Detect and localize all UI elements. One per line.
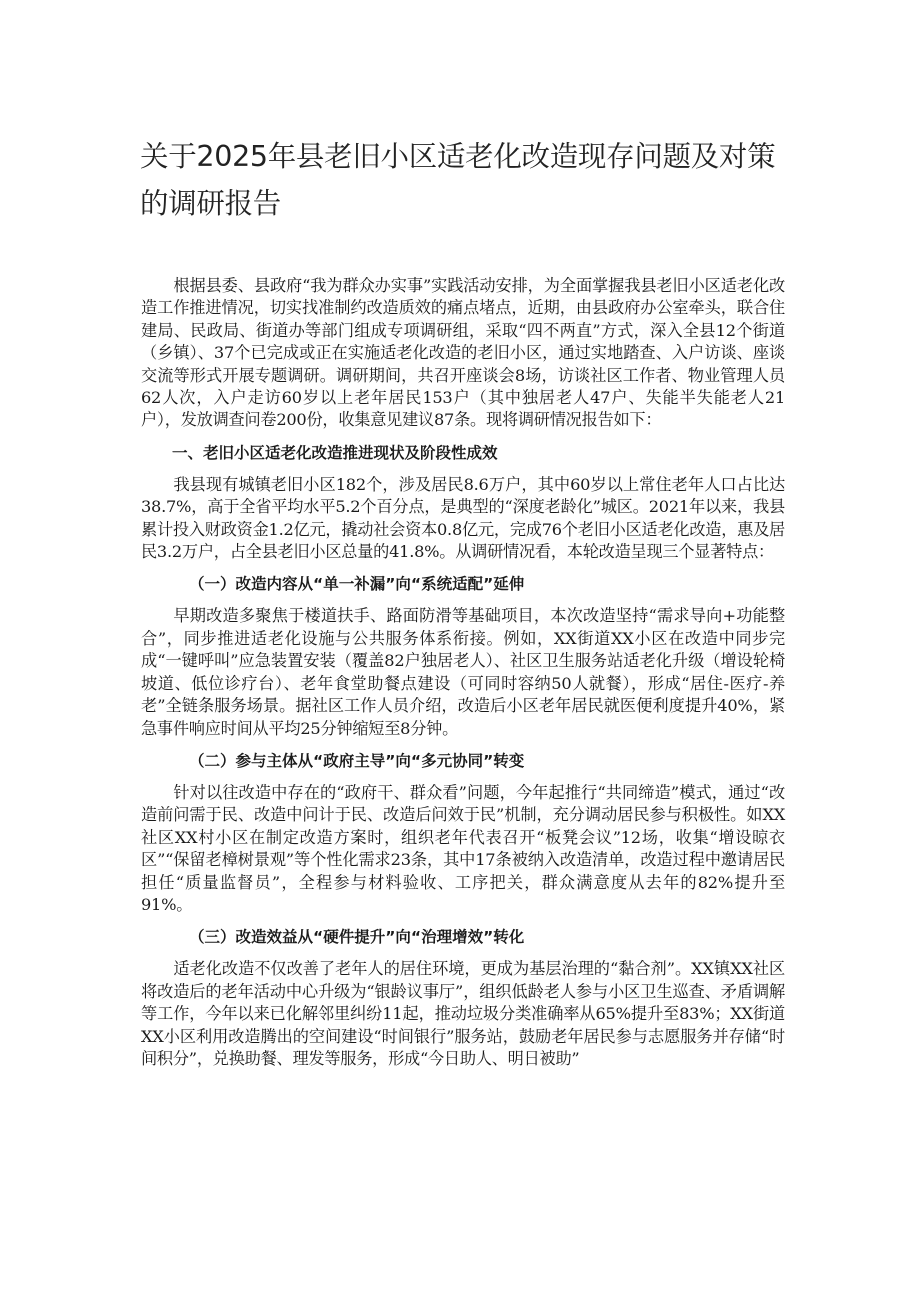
section-1-paragraph: 我县现有城镇老旧小区182个，涉及居民8.6万户，其中60岁以上常住老年人口占比达38.7%，高于全省平均水平5.2个百分点，是典型的“深度老龄化”城区。2021年以来，我县累计投入财政资金1.2亿元，撬动社会资本0.8亿元，完成76个老旧小区适老化改造，惠及居民3.2万户，占全县老旧小区总量的41.8%。从调研情况看，本轮改造呈现三个显著特点： [141, 474, 785, 562]
subsection-2-paragraph: 针对以往改造中存在的“政府干、群众看”问题，今年起推行“共同缔造”模式，通过“改造前问需于民、改造中问计于民、改造后问效于民”机制，充分调动居民参与积极性。如XX社区XX村小区在制定改造方案时，组织老年代表召开“板凳会议”12场，收集“增设晾衣区”“保留老樟树景观”等个性化需求23条，其中17条被纳入改造清单，改造过程中邀请居民担任“质量监督员”，全程参与材料验收、工序把关，群众满意度从去年的82%提升至91%。 [141, 782, 785, 914]
subsection-2-heading: （二）参与主体从“政府主导”向“多元协同”转变 [189, 751, 525, 770]
subsection-3-heading: （三）改造效益从“硬件提升”向“治理增效”转化 [189, 928, 525, 947]
subsection-1-paragraph: 早期改造多聚焦于楼道扶手、路面防滑等基础项目，本次改造坚持“需求导向+功能整合”，同步推进适老化设施与公共服务体系衔接。例如，XX街道XX小区在改造中同步完成“一键呼叫”应急装置安装（覆盖82户独居老人）、社区卫生服务站适老化升级（增设轮椅坡道、低位诊疗台）、老年食堂助餐点建设（可同时容纳50人就餐），形成“居住-医疗-养老”全链条服务场景。据社区工作人员介绍，改造后小区老年居民就医便利度提升40%，紧急事件响应时间从平均25分钟缩短至8分钟。 [141, 606, 785, 738]
section-1-heading: 一、老旧小区适老化改造推进现状及阶段性成效 [172, 443, 498, 462]
subsection-3-paragraph: 适老化改造不仅改善了老年人的居住环境，更成为基层治理的“黏合剂”。XX镇XX社区将改造后的老年活动中心升级为“银龄议事厅”，组织低龄老人参与小区卫生巡查、矛盾调解等工作，今年以来已化解邻里纠纷11起，推动垃圾分类准确率从65%提升至83%；XX街道XX小区利用改造腾出的空间建设“时间银行”服务站，鼓励老年居民参与志愿服务并存储“时间积分”，兑换助餐、理发等服务，形成“今日助人、明日被助” [141, 959, 785, 1068]
subsection-1-heading: （一）改造内容从“单一补漏”向“系统适配”延伸 [189, 575, 525, 594]
document-body [141, 275, 785, 1070]
intro-paragraph: 根据县委、县政府“我为群众办实事”实践活动安排，为全面掌握我县老旧小区适老化改造工作推进情况，切实找准制约改造质效的痛点堵点，近期，由县政府办公室牵头，联合住建局、民政局、街道办等部门组成专项调研组，采取“四不两直”方式，深入全县12个街道（乡镇）、37个已完成或正在实施适老化改造的老旧小区，通过实地踏查、入户访谈、座谈交流等形式开展专题调研。调研期间，共召开座谈会8场，访谈社区工作者、物业管理人员62人次，入户走访60岁以上老年居民153户（其中独居老人47户、失能半失能老人21户），发放调查问卷200份，收集意见建议87条。现将调研情况报告如下： [141, 276, 785, 430]
document-title: 关于2025年县老旧小区适老化改造现存问题及对策的调研报告 [140, 140, 776, 220]
